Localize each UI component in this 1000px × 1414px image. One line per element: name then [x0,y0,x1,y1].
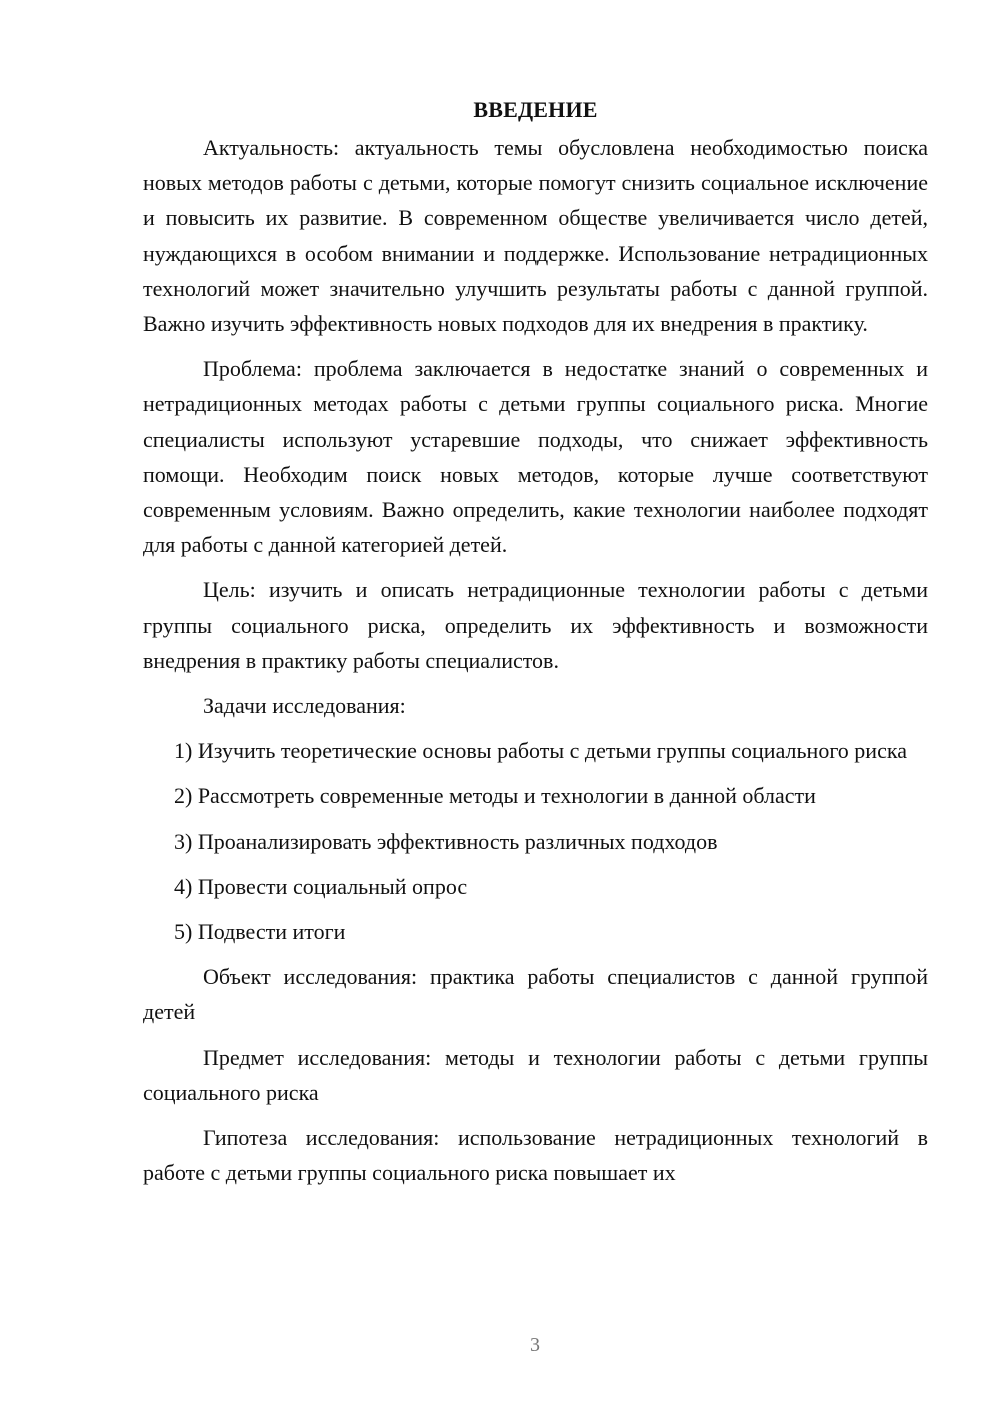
task-item-2: 2) Рассмотреть современные методы и технологии в данной области [174,783,816,809]
task-item-5: 5) Подвести итоги [174,919,346,945]
page-number: 3 [530,1334,540,1356]
paragraph-relevance: Актуальность: актуальность темы обусловлена необходимостью поиска новых методов работы с детьми, которые помогут снизить социальное исключение и повысить их развитие. В современном обществе увеличивается число детей, нуждающихся в особом внимании и поддержке. Использование нетрадиционных технологий может значительно улучшить результаты работы с данной группой. Важно изучить эффективность новых подходов для их внедрения в практику. [143,135,928,337]
paragraph-goal: Цель: изучить и описать нетрадиционные технологии работы с детьми группы социального риска, определить их эффективность и возможности внедрения в практику работы специалистов. [143,577,928,673]
paragraph-subject: Предмет исследования: методы и технологии работы с детьми группы социального риска [143,1044,928,1105]
task-item-1: 1) Изучить теоретические основы работы с детьми группы социального риска [174,738,907,764]
paragraph-hypothesis: Гипотеза исследования: использование нетрадиционных технологий в работе с детьми группы социального риска повышает их [143,1125,928,1186]
task-item-4: 4) Провести социальный опрос [174,873,468,899]
tasks-heading: Задачи исследования: [203,693,406,719]
section-title: ВВЕДЕНИЕ [473,97,598,122]
task-item-3: 3) Проанализировать эффективность различных подходов [174,828,718,854]
paragraph-object: Объект исследования: практика работы специалистов с данной группой детей [143,964,928,1025]
document-page [143,92,928,1190]
paragraph-problem: Проблема: проблема заключается в недостатке знаний о современных и нетрадиционных методах работы с детьми группы социального риска. Многие специалисты используют устаревшие подходы, что снижает эффективность помощи. Необходим поиск новых методов, которые лучше соответствуют современным условиям. Важно определить, какие технологии наиболее подходят для работы с данной категорией детей. [143,356,928,558]
